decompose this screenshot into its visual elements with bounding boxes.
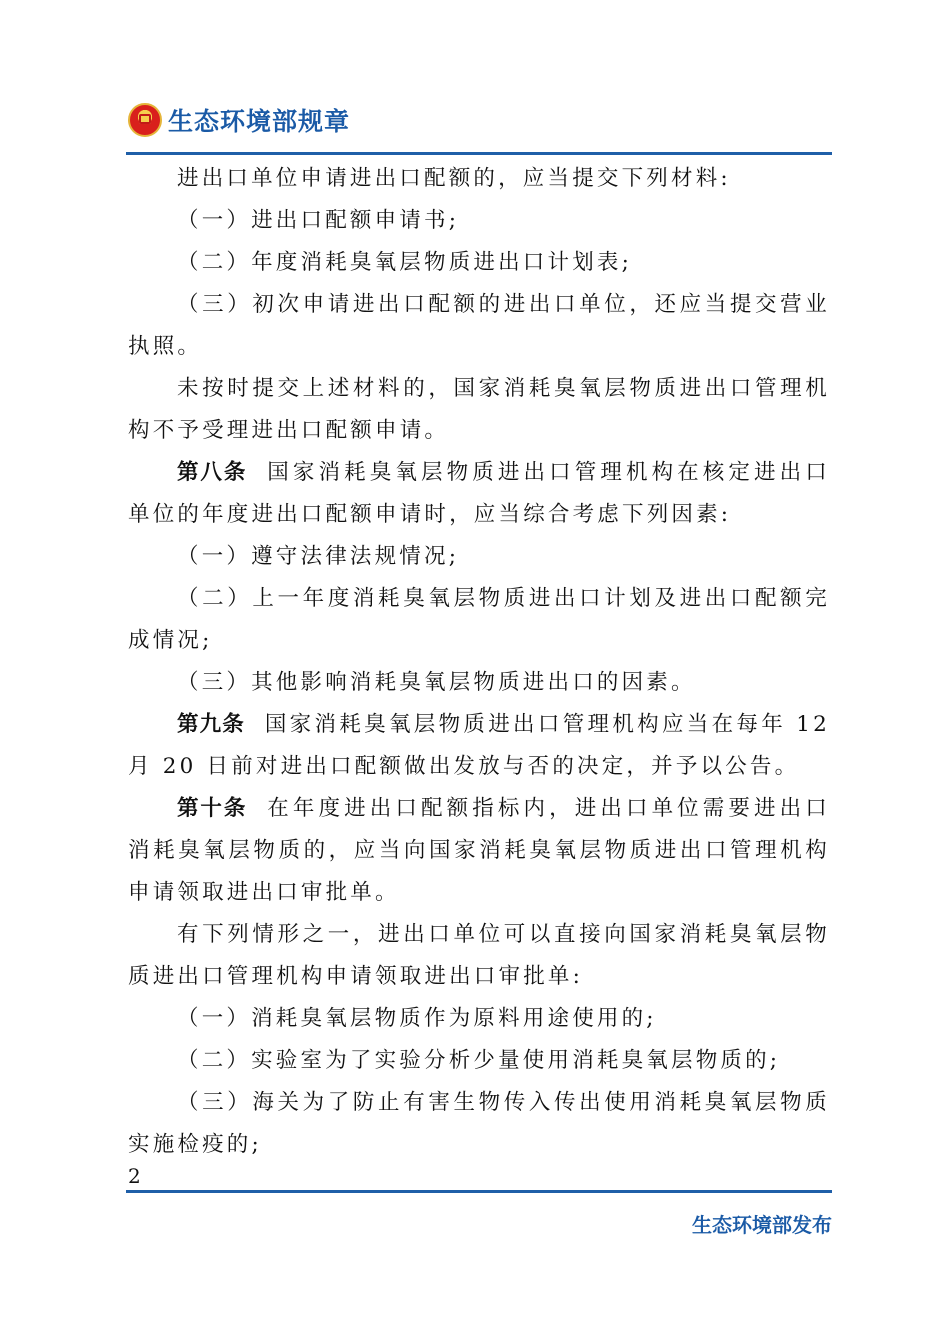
national-emblem-icon	[128, 103, 162, 137]
body-paragraph	[128, 578, 830, 662]
article-number: 第九条	[177, 712, 245, 737]
article-number: 第十条	[177, 796, 248, 821]
paragraph-text: 有下列情形之一，进出口单位可以直接向国家消耗臭氧层物质进出口管理机构申请领取进出口审批单:	[128, 922, 830, 989]
body-paragraph	[128, 1082, 830, 1166]
article-paragraph	[128, 788, 830, 914]
paragraph-text: （二）实验室为了实验分析少量使用消耗臭氧层物质的;	[177, 1048, 781, 1073]
paragraph-text: 进出口单位申请进出口配额的，应当提交下列材料:	[177, 166, 731, 191]
page-header	[128, 98, 350, 142]
header-divider	[126, 152, 832, 155]
paragraph-text: 未按时提交上述材料的，国家消耗臭氧层物质进出口管理机构不予受理进出口配额申请。	[128, 376, 830, 443]
document-body	[128, 158, 830, 1166]
body-paragraph	[128, 368, 830, 452]
body-paragraph	[128, 536, 830, 578]
body-paragraph	[128, 998, 830, 1040]
body-paragraph	[128, 914, 830, 998]
body-paragraph	[128, 662, 830, 704]
article-paragraph	[128, 704, 830, 788]
footer-divider	[126, 1190, 832, 1193]
footer-publisher: 生态环境部发布	[692, 1213, 832, 1237]
paragraph-text: （三）初次申请进出口配额的进出口单位，还应当提交营业执照。	[128, 292, 830, 359]
body-paragraph	[128, 284, 830, 368]
article-number: 第八条	[177, 460, 248, 485]
paragraph-text: 国家消耗臭氧层物质进出口管理机构应当在每年 12 月 20 日前对进出口配额做出发放与否的决定，并予以公告。	[128, 712, 830, 779]
body-paragraph	[128, 158, 830, 200]
paragraph-text: （一）进出口配额申请书;	[177, 208, 460, 233]
body-paragraph	[128, 1040, 830, 1082]
page-number: 2	[128, 1164, 141, 1188]
body-paragraph	[128, 242, 830, 284]
paragraph-text: 国家消耗臭氧层物质进出口管理机构在核定进出口单位的年度进出口配额申请时，应当综合考虑下列因素:	[128, 460, 830, 527]
paragraph-text: （二）上一年度消耗臭氧层物质进出口计划及进出口配额完成情况;	[128, 586, 830, 653]
paragraph-text: （三）其他影响消耗臭氧层物质进出口的因素。	[177, 670, 696, 695]
paragraph-text: （一）消耗臭氧层物质作为原料用途使用的;	[177, 1006, 657, 1031]
paragraph-text: （二）年度消耗臭氧层物质进出口计划表;	[177, 250, 633, 275]
header-title: 生态环境部规章	[168, 107, 351, 136]
article-paragraph	[128, 452, 830, 536]
paragraph-text: （三）海关为了防止有害生物传入传出使用消耗臭氧层物质实施检疫的;	[128, 1090, 830, 1157]
paragraph-text: 在年度进出口配额指标内，进出口单位需要进出口消耗臭氧层物质的，应当向国家消耗臭氧层物质进出口管理机构申请领取进出口审批单。	[128, 796, 830, 905]
body-paragraph	[128, 200, 830, 242]
paragraph-text: （一）遵守法律法规情况;	[177, 544, 460, 569]
